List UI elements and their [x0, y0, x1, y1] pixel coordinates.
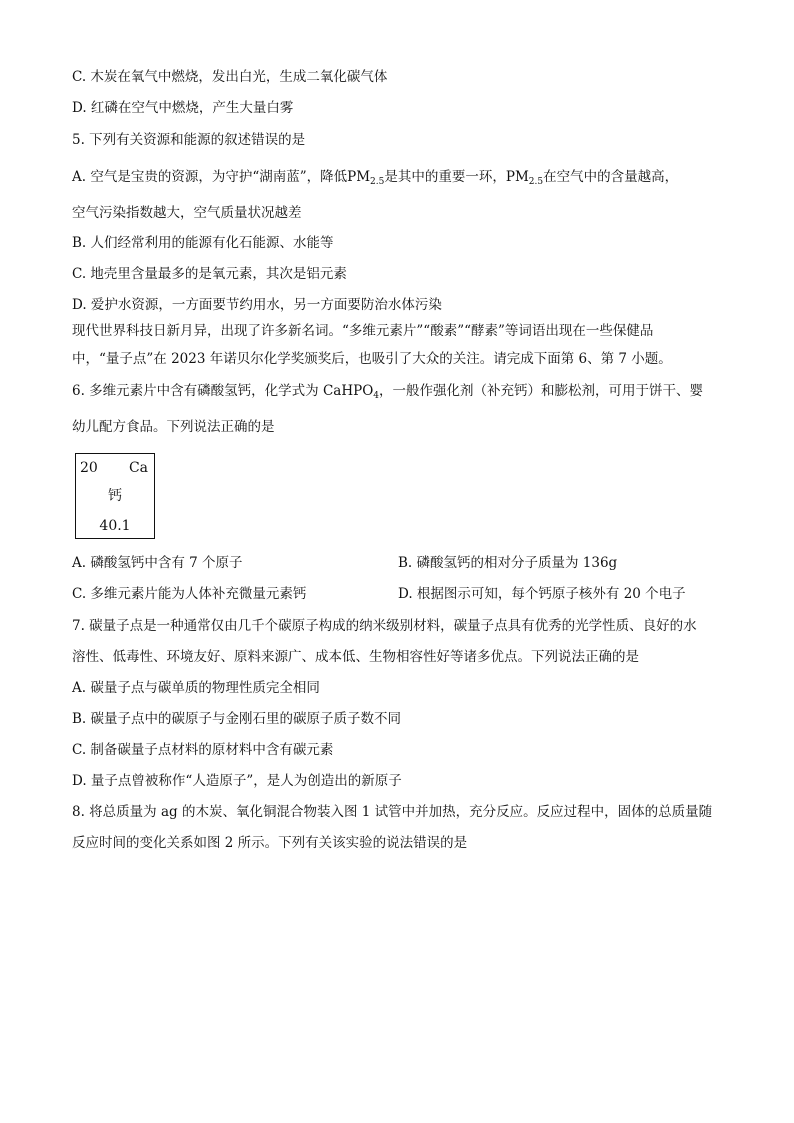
question-7-option-b: B. 碳量子点中的碳原子与金刚石里的碳原子质子数不同: [72, 711, 402, 727]
element-symbol: Ca: [128, 460, 148, 476]
element-name: 钙: [108, 488, 122, 504]
question-7-stem-line2: 溶性、低毒性、环境友好、原料来源广、成本低、生物相容性好等诸多优点。下列说法正确的是: [72, 649, 639, 665]
passage-line-2: 中，“量子点”在 2023 年诺贝尔化学奖颁奖后，也吸引了大众的关注。请完成下面第 6、第 7 小题。: [72, 351, 672, 367]
question-7-option-c: C. 制备碳量子点材料的原材料中含有碳元素: [72, 742, 334, 758]
q5a-text-1: A. 空气是宝贵的资源，为守护“湖南蓝”，降低PM: [72, 169, 371, 185]
question-7-option-a: A. 碳量子点与碳单质的物理性质完全相同: [72, 680, 320, 696]
question-5-option-c: C. 地壳里含量最多的是氧元素，其次是铝元素: [72, 266, 347, 282]
passage-line-1: 现代世界科技日新月异，出现了许多新名词。“多维元素片”“酸素”“酵素”等词语出现在一些保健品: [72, 323, 654, 339]
atomic-number: 20: [80, 460, 98, 476]
q5a-text-3: 在空气中的含量越高，: [543, 169, 679, 185]
question-5-option-a-line1: [72, 168, 678, 191]
line-option-d-red-phosphorus: D. 红磷在空气中燃烧，产生大量白雾: [72, 100, 294, 116]
question-6-option-c: C. 多维元素片能为人体补充微量元素钙: [72, 586, 307, 602]
question-6-stem-line1: [72, 382, 703, 405]
question-8-stem-line1: 8. 将总质量为 ag 的木炭、氧化铜混合物装入图 1 试管中并加热，充分反应。反应过程中，固体的总质量随: [72, 804, 713, 820]
question-6-option-d: D. 根据图示可知，每个钙原子核外有 20 个电子: [398, 586, 686, 602]
q6-text-2: ，一般作强化剂（补充钙）和膨松剂，可用于饼干、婴: [379, 383, 703, 399]
pm-subscript-1: 2.5: [370, 177, 385, 187]
pm-subscript-2: 2.5: [528, 177, 544, 187]
question-6-option-b: B. 磷酸氢钙的相对分子质量为 136g: [398, 555, 618, 571]
question-5-option-d: D. 爱护水资源，一方面要节约用水，另一方面要防治水体污染: [72, 297, 442, 313]
question-8-stem-line2: 反应时间的变化关系如图 2 所示。下列有关该实验的说法错误的是: [72, 835, 468, 851]
line-option-c-charcoal: C. 木炭在氧气中燃烧，发出白光，生成二氧化碳气体: [72, 69, 388, 85]
question-6-stem-line2: 幼儿配方食品。下列说法正确的是: [72, 419, 275, 435]
question-6-option-a: A. 磷酸氢钙中含有 7 个原子: [72, 555, 243, 571]
question-5-stem: 5. 下列有关资源和能源的叙述错误的是: [72, 132, 306, 148]
atomic-mass: 40.1: [99, 518, 131, 534]
q6-text-1: 6. 多维元素片中含有磷酸氢钙，化学式为 CaHPO: [72, 383, 374, 399]
formula-subscript: 4: [373, 391, 379, 401]
periodic-table-cell-calcium: [75, 453, 155, 539]
question-7-stem-line1: 7. 碳量子点是一种通常仅由几千个碳原子构成的纳米级别材料，碳量子点具有优秀的光学性质、良好的水: [72, 618, 697, 634]
question-5-option-b: B. 人们经常利用的能源有化石能源、水能等: [72, 235, 334, 251]
q5a-text-2: 是其中的重要一环，PM: [384, 169, 529, 185]
question-7-option-d: D. 量子点曾被称作“人造原子”，是人为创造出的新原子: [72, 773, 402, 789]
question-5-option-a-line2: 空气污染指数越大，空气质量状况越差: [72, 205, 302, 221]
